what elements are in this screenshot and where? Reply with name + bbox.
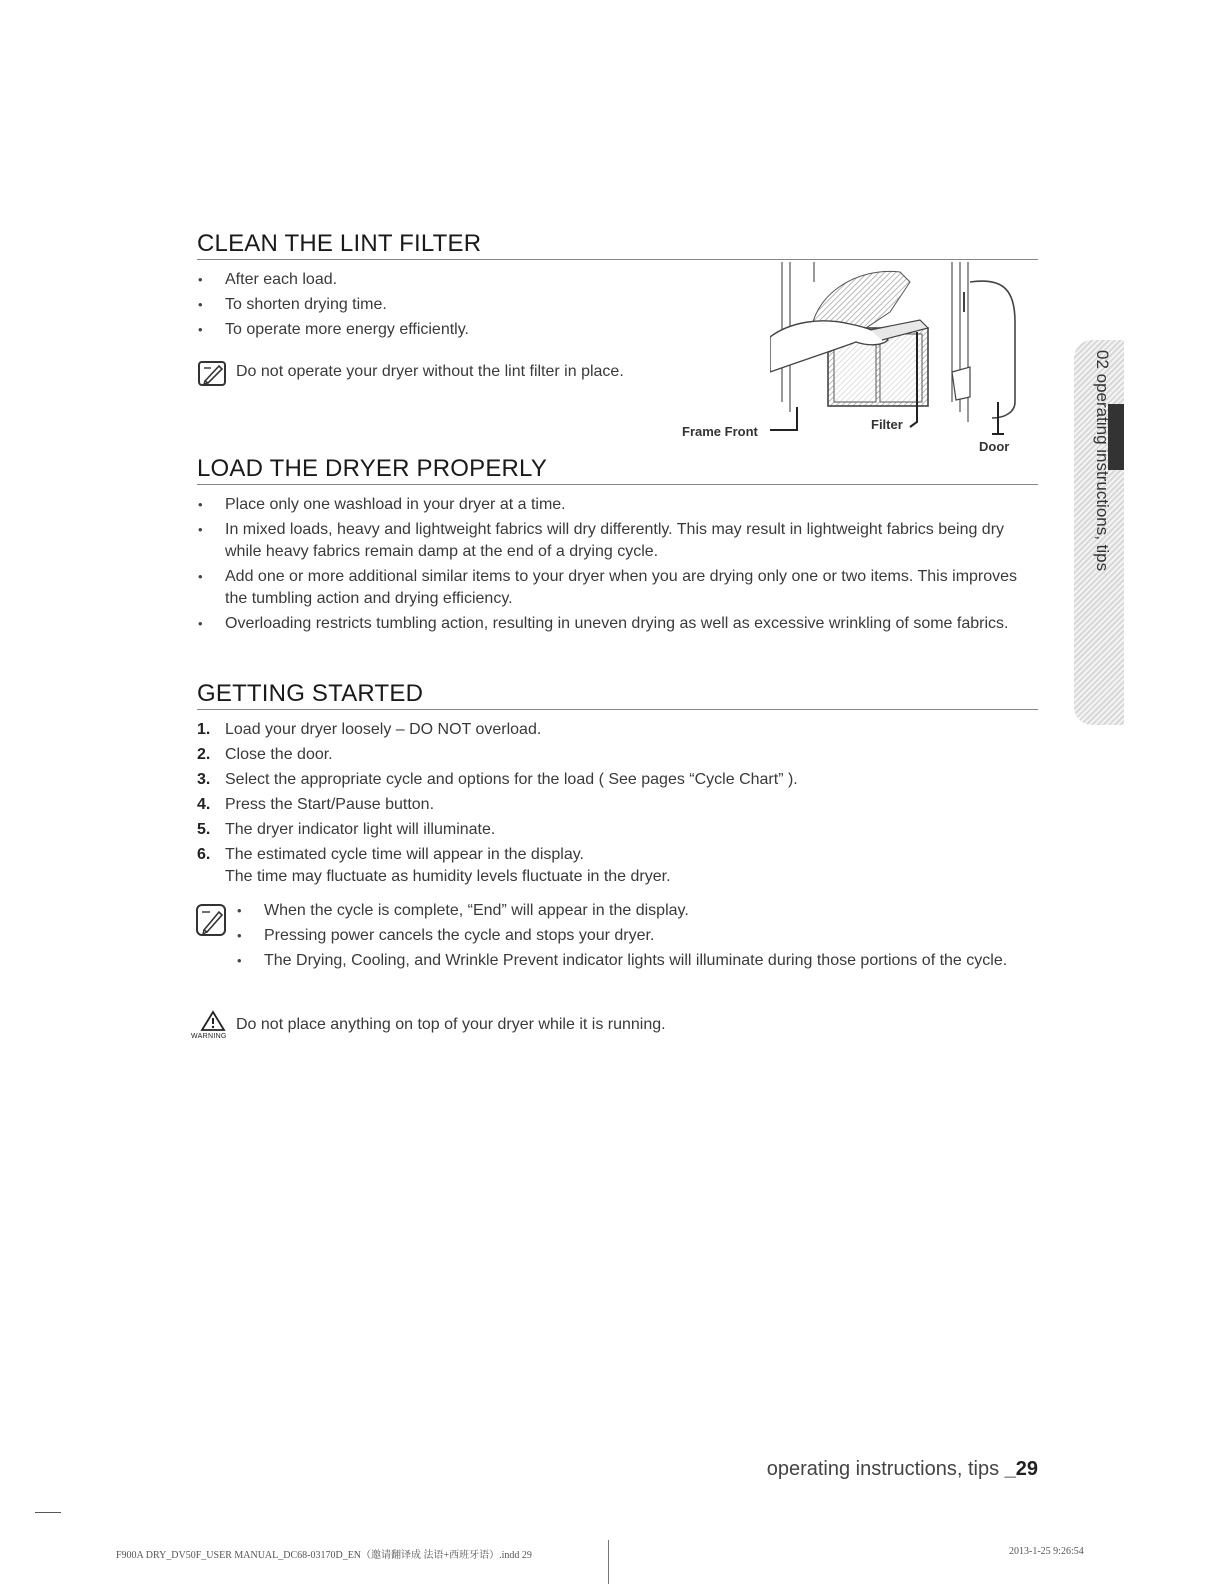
step-text: Select the appropriate cycle and options for the load ( See pages “Cycle Chart” ). xyxy=(225,771,798,788)
frame-front-label: Frame Front xyxy=(682,424,758,439)
step-number: 3. xyxy=(197,771,211,788)
getting-started-notes xyxy=(236,900,1036,975)
step-text: The estimated cycle time will appear in the display. xyxy=(225,846,584,863)
step-text: Load your dryer loosely – DO NOT overload. xyxy=(225,721,542,738)
list-item: • When the cycle is complete, “End” will appear in the display. xyxy=(236,900,1036,922)
lint-filter-list xyxy=(197,269,737,344)
filter-label: Filter xyxy=(871,417,903,432)
list-item: • Pressing power cancels the cycle and stops your dryer. xyxy=(236,925,1036,947)
getting-started-steps xyxy=(197,719,1027,891)
step-number: 5. xyxy=(197,821,211,838)
step-text: The dryer indicator light will illuminate. xyxy=(225,821,496,838)
print-slug-timestamp: 2013-1-25 9:26:54 xyxy=(1009,1546,1084,1557)
footer-title-text: operating instructions, tips xyxy=(766,1458,1000,1480)
list-item: • To operate more energy efficiently. xyxy=(197,319,737,341)
step-item xyxy=(197,719,1027,741)
note-icon xyxy=(195,903,229,939)
page-number: _29 xyxy=(1004,1458,1038,1480)
crop-mark xyxy=(608,1540,609,1584)
door-label: Door xyxy=(979,439,1010,454)
lint-filter-note: Do not operate your dryer without the lint filter in place. xyxy=(236,363,624,380)
step-item xyxy=(197,844,1027,888)
step-number: 2. xyxy=(197,746,211,763)
warning-icon xyxy=(200,1010,226,1032)
step-number: 1. xyxy=(197,721,211,738)
chapter-side-tab xyxy=(1074,340,1124,725)
step-text-continued: The time may fluctuate as humidity levels fluctuate in the dryer. xyxy=(225,868,671,885)
list-item: • To shorten drying time. xyxy=(197,294,737,316)
step-item xyxy=(197,744,1027,766)
section-rule xyxy=(197,259,1038,260)
print-slug-filename: F900A DRY_DV50F_USER MANUAL_DC68-03170D_EN（邀请翻译成 法语+西班牙语）.indd 29 xyxy=(116,1550,532,1561)
footer-page-title xyxy=(767,1458,1038,1481)
section-title-getting-started: GETTING STARTED xyxy=(197,680,424,707)
list-item: • After each load. xyxy=(197,269,737,291)
crop-mark xyxy=(35,1512,61,1513)
step-number: 4. xyxy=(197,796,211,813)
side-tab-label: 02 operating instructions, tips xyxy=(1093,350,1112,572)
section-rule xyxy=(197,484,1038,485)
step-item xyxy=(197,794,1027,816)
step-item xyxy=(197,769,1027,791)
list-item: • Overloading restricts tumbling action, resulting in uneven drying as well as excessive wrinkling of some fabrics. xyxy=(197,613,1027,635)
list-item: • Place only one washload in your dryer at a time. xyxy=(197,494,1027,516)
list-item: • Add one or more additional similar items to your dryer when you are drying only one or two items. This improves the tumbling action and drying efficiency. xyxy=(197,566,1027,610)
section-title-clean-lint-filter: CLEAN THE LINT FILTER xyxy=(197,230,482,257)
list-item: • The Drying, Cooling, and Wrinkle Prevent indicator lights will illuminate during those portions of the cycle. xyxy=(236,950,1036,972)
load-dryer-list xyxy=(197,494,1027,638)
step-number: 6. xyxy=(197,846,211,863)
section-title-load-dryer: LOAD THE DRYER PROPERLY xyxy=(197,455,548,482)
step-text: Press the Start/Pause button. xyxy=(225,796,435,813)
lint-filter-illustration xyxy=(770,262,1020,437)
note-icon xyxy=(197,360,229,388)
list-item: • In mixed loads, heavy and lightweight fabrics will dry differently. This may result in lightweight fabrics being dry while heavy fabrics remain damp at the end of a drying cycle. xyxy=(197,519,1027,563)
step-text: Close the door. xyxy=(225,746,333,763)
step-item xyxy=(197,819,1027,841)
warning-text: Do not place anything on top of your dryer while it is running. xyxy=(236,1016,666,1033)
warning-label: WARNING xyxy=(191,1033,227,1040)
section-rule xyxy=(197,709,1038,710)
